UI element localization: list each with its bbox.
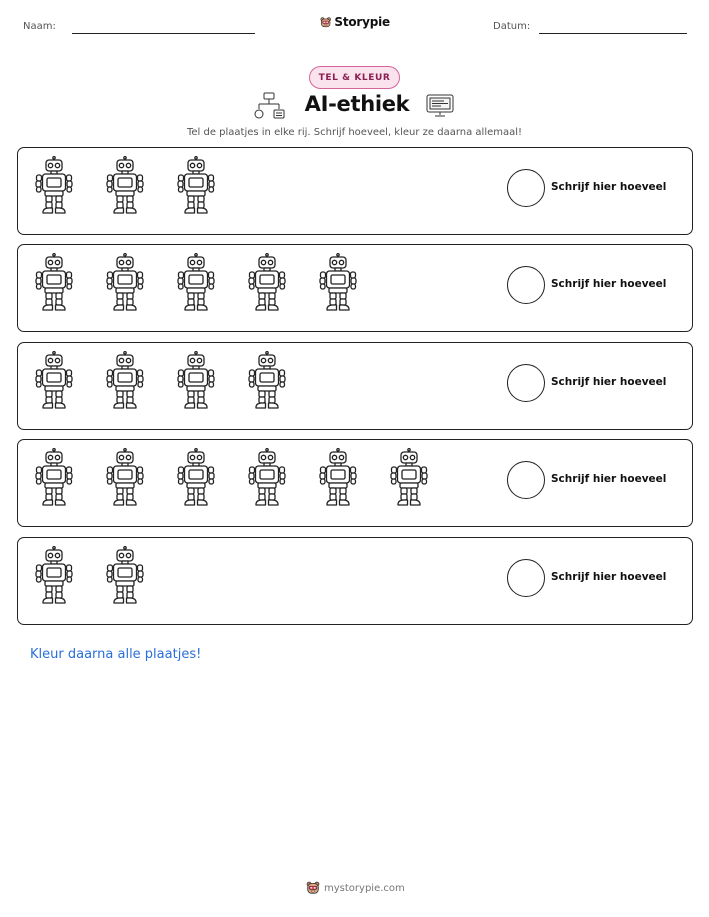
robot-icon[interactable] <box>172 156 220 218</box>
robot-icon[interactable] <box>243 448 291 510</box>
robot-group <box>30 546 172 610</box>
answer-label: Schrijf hier hoeveel <box>551 473 667 485</box>
robot-group <box>30 351 314 415</box>
title-row <box>0 92 709 122</box>
robot-icon[interactable] <box>243 351 291 413</box>
robot-icon[interactable] <box>172 351 220 413</box>
robot-icon[interactable] <box>30 448 78 510</box>
robot-icon[interactable] <box>101 351 149 413</box>
computer-monitor-icon <box>426 94 454 118</box>
robot-icon[interactable] <box>30 253 78 315</box>
brand-logo <box>320 12 390 32</box>
date-label: Datum: <box>493 21 531 32</box>
robot-icon[interactable] <box>172 448 220 510</box>
robot-icon[interactable] <box>30 156 78 218</box>
answer-circle[interactable] <box>507 266 545 304</box>
storypie-mascot-icon <box>306 881 320 895</box>
robot-icon[interactable] <box>101 546 149 608</box>
storypie-mascot-icon <box>320 15 331 30</box>
answer-label: Schrijf hier hoeveel <box>551 571 667 583</box>
answer-circle[interactable] <box>507 461 545 499</box>
answer-label: Schrijf hier hoeveel <box>551 376 667 388</box>
robot-icon[interactable] <box>385 448 433 510</box>
answer-circle[interactable] <box>507 364 545 402</box>
flowchart-icon <box>253 92 285 122</box>
answer-label: Schrijf hier hoeveel <box>551 181 667 193</box>
name-line[interactable] <box>72 33 255 34</box>
count-row-4 <box>17 439 693 527</box>
brand-name: Storypie <box>334 15 390 29</box>
robot-icon[interactable] <box>101 156 149 218</box>
answer-label: Schrijf hier hoeveel <box>551 278 667 290</box>
answer-circle[interactable] <box>507 169 545 207</box>
robot-icon[interactable] <box>30 351 78 413</box>
site-url[interactable]: mystorypie.com <box>324 882 405 894</box>
robot-icon[interactable] <box>101 448 149 510</box>
robot-icon[interactable] <box>314 448 362 510</box>
robot-icon[interactable] <box>30 546 78 608</box>
robot-icon[interactable] <box>243 253 291 315</box>
date-line[interactable] <box>539 33 687 34</box>
robot-icon[interactable] <box>172 253 220 315</box>
name-label: Naam: <box>23 21 56 32</box>
count-row-3 <box>17 342 693 430</box>
count-row-2 <box>17 244 693 332</box>
coloring-note: Kleur daarna alle plaatjes! <box>30 647 202 662</box>
robot-icon[interactable] <box>314 253 362 315</box>
robot-group <box>30 156 243 220</box>
count-row-5 <box>17 537 693 625</box>
page-title: AI-ethiek <box>304 92 410 116</box>
robot-icon[interactable] <box>101 253 149 315</box>
count-row-1 <box>17 147 693 235</box>
robot-group <box>30 448 456 512</box>
category-badge: TEL & KLEUR <box>309 66 400 89</box>
instructions: Tel de plaatjes in elke rij. Schrijf hoeveel, kleur ze daarna allemaal! <box>186 127 523 138</box>
site-footer <box>306 880 406 896</box>
robot-group <box>30 253 385 317</box>
answer-circle[interactable] <box>507 559 545 597</box>
